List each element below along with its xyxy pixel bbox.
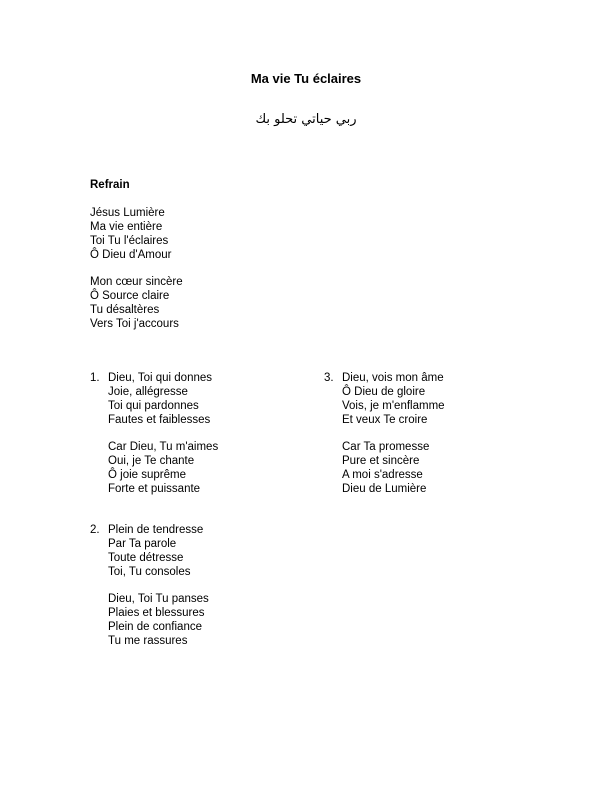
verse-line: Et veux Te croire [342,414,428,426]
refrain-stanza-2 [90,275,183,331]
refrain-stanza-1 [90,206,171,262]
verse-line: Plein de confiance [108,621,202,633]
verse-2 [90,523,310,653]
verse-line: Dieu, Toi qui donnes [108,372,212,384]
verse-line: Dieu de Lumière [342,483,427,495]
verse-line: Tu me rassures [108,635,188,647]
verse-line: Car Dieu, Tu m'aimes [108,441,219,453]
verse-line: Dieu, Toi Tu panses [108,593,209,605]
verse-number: 2. [90,524,100,536]
verse-line: Toute détresse [108,552,184,564]
refrain-line: Toi Tu l'éclaires [90,235,169,247]
verse-3 [324,371,544,501]
refrain-line: Tu désaltères [90,304,160,316]
verse-line: Par Ta parole [108,538,177,550]
verse-line: Forte et puissante [108,483,201,495]
song-title: Ma vie Tu éclaires [250,71,362,86]
verse-line: Vois, je m'enflamme [342,400,445,412]
refrain-line: Mon cœur sincère [90,276,183,288]
verse-number: 3. [324,372,334,384]
verse-line: Car Ta promesse [342,441,430,453]
verse-line: Plaies et blessures [108,607,205,619]
refrain-line: Ô Dieu d'Amour [90,249,172,261]
verse-line: Fautes et faiblesses [108,414,211,426]
refrain-line: Ô Source claire [90,290,170,302]
verse-line: Oui, je Te chante [108,455,195,467]
verse-line: Joie, allégresse [108,386,188,398]
verse-line: Ô joie suprême [108,469,186,481]
verse-line: Toi, Tu consoles [108,566,191,578]
verse-line: A moi s'adresse [342,469,423,481]
arabic-subtitle: ربي حياتي تحلو بك [255,112,357,127]
refrain-line: Vers Toi j'accours [90,318,179,330]
verse-line: Ô Dieu de gloire [342,386,426,398]
verse-line: Pure et sincère [342,455,420,467]
verse-line: Dieu, vois mon âme [342,372,444,384]
refrain-heading: Refrain [90,179,130,191]
verse-line: Plein de tendresse [108,524,204,536]
refrain-line: Ma vie entière [90,221,163,233]
verse-1 [90,371,310,501]
verse-number: 1. [90,372,100,384]
verse-line: Toi qui pardonnes [108,400,199,412]
refrain-line: Jésus Lumière [90,207,165,219]
